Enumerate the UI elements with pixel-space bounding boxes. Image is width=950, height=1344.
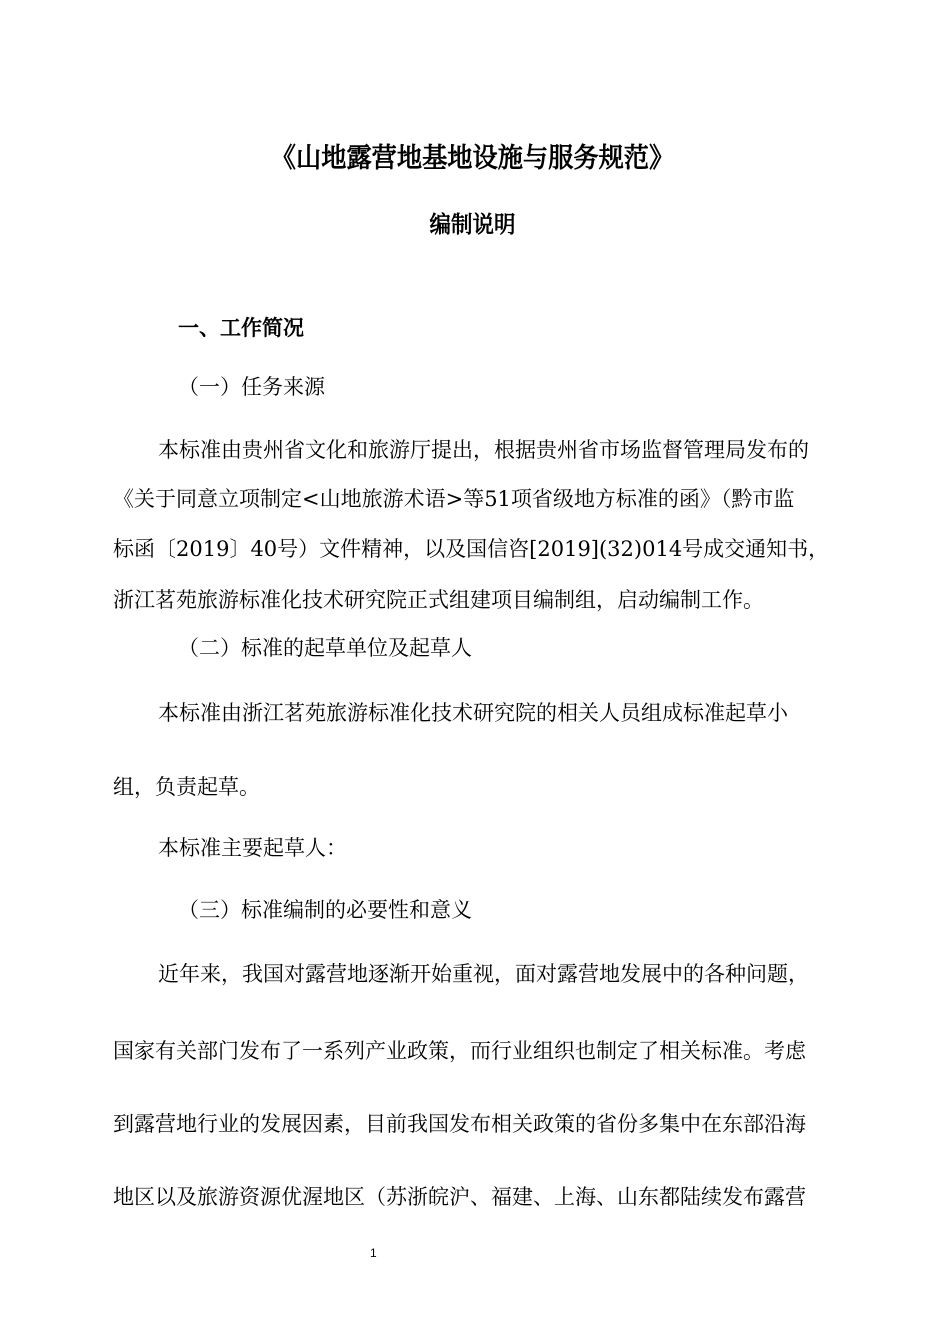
subsection-heading-drafting-units: （二）标准的起草单位及起草人: [178, 636, 472, 660]
paragraph-line: 本标准由贵州省文化和旅游厅提出，根据贵州省市场监督管理局发布的: [158, 438, 809, 462]
paragraph-line: 《关于同意立项制定<山地旅游术语>等51项省级地方标准的函》（黔市监: [113, 487, 795, 511]
paragraph-line: 近年来，我国对露营地逐渐开始重视，面对露营地发展中的各种问题，: [158, 962, 809, 986]
paragraph-line: 到露营地行业的发展因素，目前我国发布相关政策的省份多集中在东部沿海: [113, 1112, 806, 1136]
page-number: 1: [370, 1246, 377, 1260]
subsection-heading-task-source: （一）任务来源: [178, 375, 325, 399]
section-heading-work-overview: 一、工作简况: [178, 315, 304, 340]
subsection-heading-necessity: （三）标准编制的必要性和意义: [178, 898, 472, 922]
drafters-line: 本标准主要起草人：: [158, 836, 347, 860]
paragraph-line: 本标准由浙江茗苑旅游标准化技术研究院的相关人员组成标准起草小: [158, 701, 788, 725]
document-title: 《山地露营地基地设施与服务规范》: [270, 143, 675, 174]
document-subtitle: 编制说明: [429, 211, 516, 238]
paragraph-line: 组，负责起草。: [113, 775, 260, 799]
paragraph-line: 浙江茗苑旅游标准化技术研究院正式组建项目编制组，启动编制工作。: [113, 588, 764, 612]
paragraph-line: 地区以及旅游资源优渥地区（苏浙皖沪、福建、上海、山东都陆续发布露营: [113, 1185, 806, 1209]
paragraph-line: 国家有关部门发布了一系列产业政策，而行业组织也制定了相关标准。考虑: [113, 1039, 806, 1063]
paragraph-line: 标函〔2019〕40号）文件精神，以及国信咨[2019](32)014号成交通知书，: [113, 537, 830, 561]
